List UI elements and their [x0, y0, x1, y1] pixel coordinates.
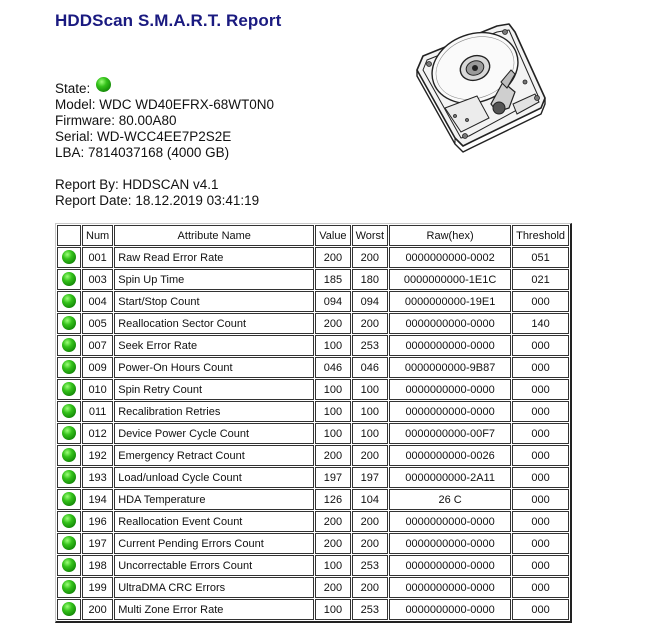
status-ok-icon [62, 272, 76, 286]
status-ok-icon [62, 360, 76, 374]
attr-raw: 0000000000-0026 [389, 445, 511, 466]
attr-worst: 100 [352, 423, 389, 444]
table-row [57, 577, 569, 598]
firmware-value: 80.00A80 [118, 113, 177, 128]
attr-raw: 0000000000-0000 [389, 379, 511, 400]
attr-worst: 253 [352, 599, 389, 620]
attr-value: 200 [315, 445, 350, 466]
attr-worst: 046 [352, 357, 389, 378]
table-row [57, 291, 569, 312]
attr-num: 197 [82, 533, 113, 554]
attr-worst: 200 [352, 445, 389, 466]
attr-name: Spin Up Time [114, 269, 314, 290]
attr-num: 192 [82, 445, 113, 466]
attr-worst: 200 [352, 577, 389, 598]
table-row [57, 401, 569, 422]
attr-name: Current Pending Errors Count [114, 533, 314, 554]
attr-threshold: 000 [512, 599, 569, 620]
attr-value: 126 [315, 489, 350, 510]
attr-num: 012 [82, 423, 113, 444]
table-row [57, 313, 569, 334]
status-cell [57, 313, 81, 334]
status-cell [57, 335, 81, 356]
status-ok-icon [62, 250, 76, 264]
attr-threshold: 000 [512, 291, 569, 312]
attr-threshold: 000 [512, 555, 569, 576]
attr-raw: 0000000000-00F7 [389, 423, 511, 444]
attr-worst: 200 [352, 313, 389, 334]
table-row [57, 489, 569, 510]
state-line [55, 77, 274, 97]
status-ok-icon [62, 580, 76, 594]
attr-threshold: 000 [512, 401, 569, 422]
attr-value: 200 [315, 313, 350, 334]
report-by-value: HDDSCAN v4.1 [122, 177, 219, 192]
attr-num: 010 [82, 379, 113, 400]
attr-value: 100 [315, 335, 350, 356]
header-status [57, 225, 81, 246]
status-cell [57, 379, 81, 400]
attr-name: Reallocation Sector Count [114, 313, 314, 334]
status-ok-icon [62, 558, 76, 572]
table-row [57, 357, 569, 378]
attr-worst: 200 [352, 533, 389, 554]
table-row [57, 533, 569, 554]
attr-threshold: 000 [512, 335, 569, 356]
attr-num: 196 [82, 511, 113, 532]
attr-name: Seek Error Rate [114, 335, 314, 356]
attr-worst: 104 [352, 489, 389, 510]
attr-name: Raw Read Error Rate [114, 247, 314, 268]
attr-threshold: 000 [512, 489, 569, 510]
attr-name: Start/Stop Count [114, 291, 314, 312]
attr-worst: 200 [352, 247, 389, 268]
table-row [57, 445, 569, 466]
attr-value: 046 [315, 357, 350, 378]
attr-value: 100 [315, 401, 350, 422]
attr-name: UltraDMA CRC Errors [114, 577, 314, 598]
status-cell [57, 247, 81, 268]
table-row [57, 599, 569, 620]
status-ok-icon [62, 536, 76, 550]
attr-worst: 197 [352, 467, 389, 488]
model-line [55, 97, 274, 113]
attr-raw: 0000000000-0002 [389, 247, 511, 268]
attr-value: 185 [315, 269, 350, 290]
status-cell [57, 401, 81, 422]
attr-num: 009 [82, 357, 113, 378]
attr-raw: 0000000000-0000 [389, 599, 511, 620]
status-cell [57, 291, 81, 312]
report-by-label: Report By: [55, 177, 119, 192]
table-row [57, 467, 569, 488]
attr-threshold: 000 [512, 445, 569, 466]
table-row [57, 423, 569, 444]
attr-worst: 094 [352, 291, 389, 312]
attr-worst: 253 [352, 555, 389, 576]
attr-threshold: 000 [512, 423, 569, 444]
attr-name: Power-On Hours Count [114, 357, 314, 378]
attr-num: 005 [82, 313, 113, 334]
attr-worst: 253 [352, 335, 389, 356]
attr-raw: 0000000000-0000 [389, 533, 511, 554]
header-value: Value [315, 225, 350, 246]
header-raw: Raw(hex) [389, 225, 511, 246]
status-cell [57, 489, 81, 510]
status-ok-icon [62, 448, 76, 462]
status-ok-icon [62, 470, 76, 484]
status-ok-icon [62, 382, 76, 396]
attr-raw: 0000000000-0000 [389, 511, 511, 532]
attr-name: Recalibration Retries [114, 401, 314, 422]
state-label: State: [55, 81, 91, 96]
attr-value: 094 [315, 291, 350, 312]
attr-name: Uncorrectable Errors Count [114, 555, 314, 576]
attr-raw: 0000000000-0000 [389, 577, 511, 598]
status-cell [57, 533, 81, 554]
attr-raw: 0000000000-19E1 [389, 291, 511, 312]
status-cell [57, 577, 81, 598]
status-ok-icon [62, 426, 76, 440]
attr-threshold: 000 [512, 511, 569, 532]
attr-value: 100 [315, 555, 350, 576]
header-num: Num [82, 225, 113, 246]
attr-value: 200 [315, 533, 350, 554]
attr-worst: 180 [352, 269, 389, 290]
serial-line [55, 129, 274, 145]
attr-num: 003 [82, 269, 113, 290]
status-cell [57, 423, 81, 444]
attr-raw: 0000000000-0000 [389, 401, 511, 422]
header-attribute-name: Attribute Name [114, 225, 314, 246]
report-date-line [55, 193, 274, 209]
report-by-line [55, 177, 274, 193]
status-cell [57, 269, 81, 290]
status-ok-icon [62, 602, 76, 616]
attr-name: Device Power Cycle Count [114, 423, 314, 444]
attr-num: 007 [82, 335, 113, 356]
attr-num: 011 [82, 401, 113, 422]
lba-label: LBA: [55, 145, 85, 160]
attr-num: 198 [82, 555, 113, 576]
model-value: WDC WD40EFRX-68WT0N0 [99, 97, 275, 112]
table-row [57, 269, 569, 290]
status-ok-icon [62, 294, 76, 308]
attr-raw: 0000000000-0000 [389, 335, 511, 356]
attr-num: 199 [82, 577, 113, 598]
attr-value: 100 [315, 599, 350, 620]
attr-value: 200 [315, 511, 350, 532]
attr-value: 200 [315, 247, 350, 268]
lba-line [55, 145, 274, 161]
header-threshold: Threshold [512, 225, 569, 246]
attr-worst: 100 [352, 401, 389, 422]
attr-num: 001 [82, 247, 113, 268]
serial-label: Serial: [55, 129, 94, 144]
table-row [57, 335, 569, 356]
attr-value: 100 [315, 379, 350, 400]
status-cell [57, 445, 81, 466]
attr-threshold: 000 [512, 533, 569, 554]
status-ok-icon [62, 404, 76, 418]
table-row [57, 555, 569, 576]
attr-num: 194 [82, 489, 113, 510]
attr-raw: 0000000000-2A11 [389, 467, 511, 488]
attr-raw: 0000000000-0000 [389, 313, 511, 334]
attr-threshold: 000 [512, 357, 569, 378]
attr-raw: 0000000000-0000 [389, 555, 511, 576]
report-date-value: 18.12.2019 03:41:19 [135, 193, 260, 208]
attr-num: 193 [82, 467, 113, 488]
attr-threshold: 000 [512, 379, 569, 400]
attr-name: Load/unload Cycle Count [114, 467, 314, 488]
attr-worst: 200 [352, 511, 389, 532]
attr-value: 100 [315, 423, 350, 444]
smart-attributes-table [55, 223, 572, 623]
status-ok-icon [96, 77, 111, 92]
attr-name: Emergency Retract Count [114, 445, 314, 466]
status-cell [57, 599, 81, 620]
status-cell [57, 357, 81, 378]
table-header-row [57, 225, 569, 246]
attr-name: Spin Retry Count [114, 379, 314, 400]
attr-raw: 0000000000-1E1C [389, 269, 511, 290]
table-row [57, 379, 569, 400]
firmware-line [55, 113, 274, 129]
header-worst: Worst [352, 225, 389, 246]
attr-name: Multi Zone Error Rate [114, 599, 314, 620]
attr-raw: 0000000000-9B87 [389, 357, 511, 378]
attr-threshold: 000 [512, 467, 569, 488]
status-ok-icon [62, 338, 76, 352]
attr-value: 197 [315, 467, 350, 488]
attr-value: 200 [315, 577, 350, 598]
status-ok-icon [62, 316, 76, 330]
attr-worst: 100 [352, 379, 389, 400]
table-row [57, 247, 569, 268]
attr-name: Reallocation Event Count [114, 511, 314, 532]
status-cell [57, 511, 81, 532]
model-label: Model: [55, 97, 96, 112]
serial-value: WD-WCC4EE7P2S2E [97, 129, 232, 144]
status-cell [57, 467, 81, 488]
attr-raw: 26 C [389, 489, 511, 510]
status-cell [57, 555, 81, 576]
drive-info [55, 77, 274, 209]
table-row [57, 511, 569, 532]
attr-num: 200 [82, 599, 113, 620]
hard-drive-icon [405, 12, 555, 157]
firmware-label: Firmware: [55, 113, 115, 128]
attr-threshold: 140 [512, 313, 569, 334]
status-ok-icon [62, 492, 76, 506]
attr-threshold: 021 [512, 269, 569, 290]
report-date-label: Report Date: [55, 193, 132, 208]
report-title: HDDScan S.M.A.R.T. Report [55, 11, 282, 30]
attr-threshold: 051 [512, 247, 569, 268]
status-ok-icon [62, 514, 76, 528]
attr-threshold: 000 [512, 577, 569, 598]
lba-value: 7814037168 (4000 GB) [88, 145, 230, 160]
attr-name: HDA Temperature [114, 489, 314, 510]
attr-num: 004 [82, 291, 113, 312]
